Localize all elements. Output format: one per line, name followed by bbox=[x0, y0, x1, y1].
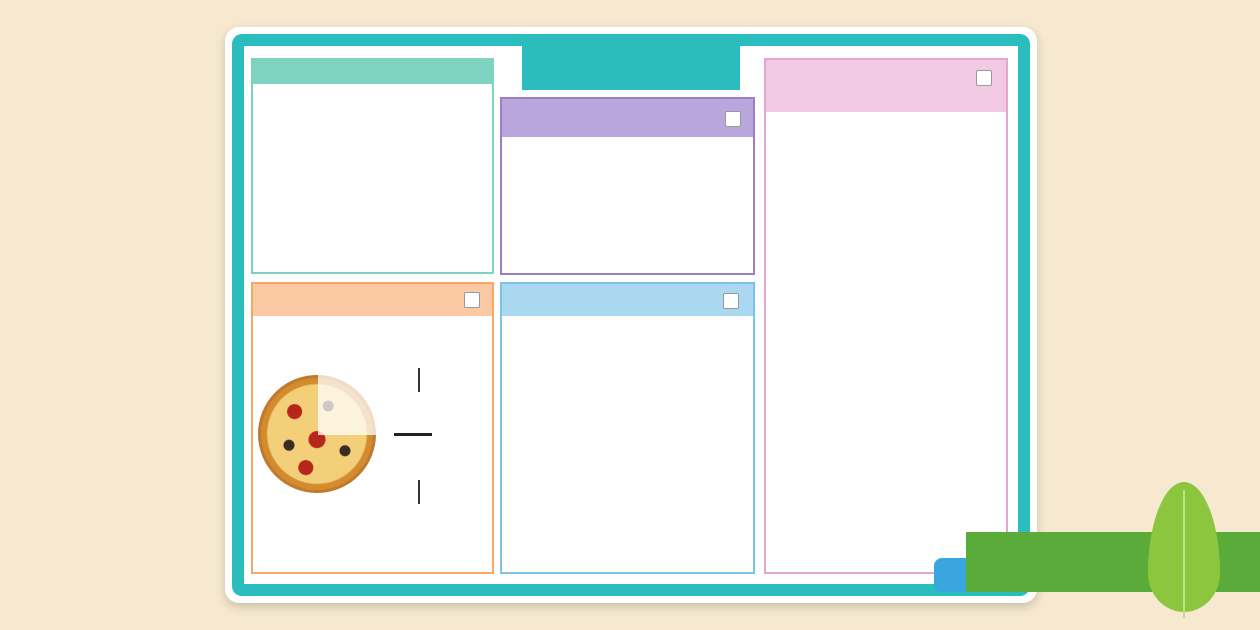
partition-panel bbox=[764, 58, 1008, 574]
numberline-panel bbox=[500, 282, 755, 574]
page-title bbox=[522, 46, 740, 90]
partition-heading bbox=[766, 60, 1006, 69]
fraction-wall bbox=[510, 143, 748, 269]
vocab-panel bbox=[251, 58, 494, 274]
numerator-arrow bbox=[418, 368, 420, 392]
numberline-heading bbox=[502, 284, 753, 297]
vocab-heading bbox=[253, 60, 492, 84]
denominator-arrow bbox=[418, 480, 420, 504]
parts-checkbox[interactable] bbox=[464, 292, 480, 308]
partition-checkbox[interactable] bbox=[976, 70, 992, 86]
model-checkbox[interactable] bbox=[725, 111, 741, 127]
parts-heading bbox=[253, 284, 492, 292]
numberline-checkbox[interactable] bbox=[723, 293, 739, 309]
model-heading bbox=[502, 99, 753, 107]
leaf-stem-icon bbox=[1183, 490, 1185, 618]
fraction-bar bbox=[394, 433, 432, 436]
